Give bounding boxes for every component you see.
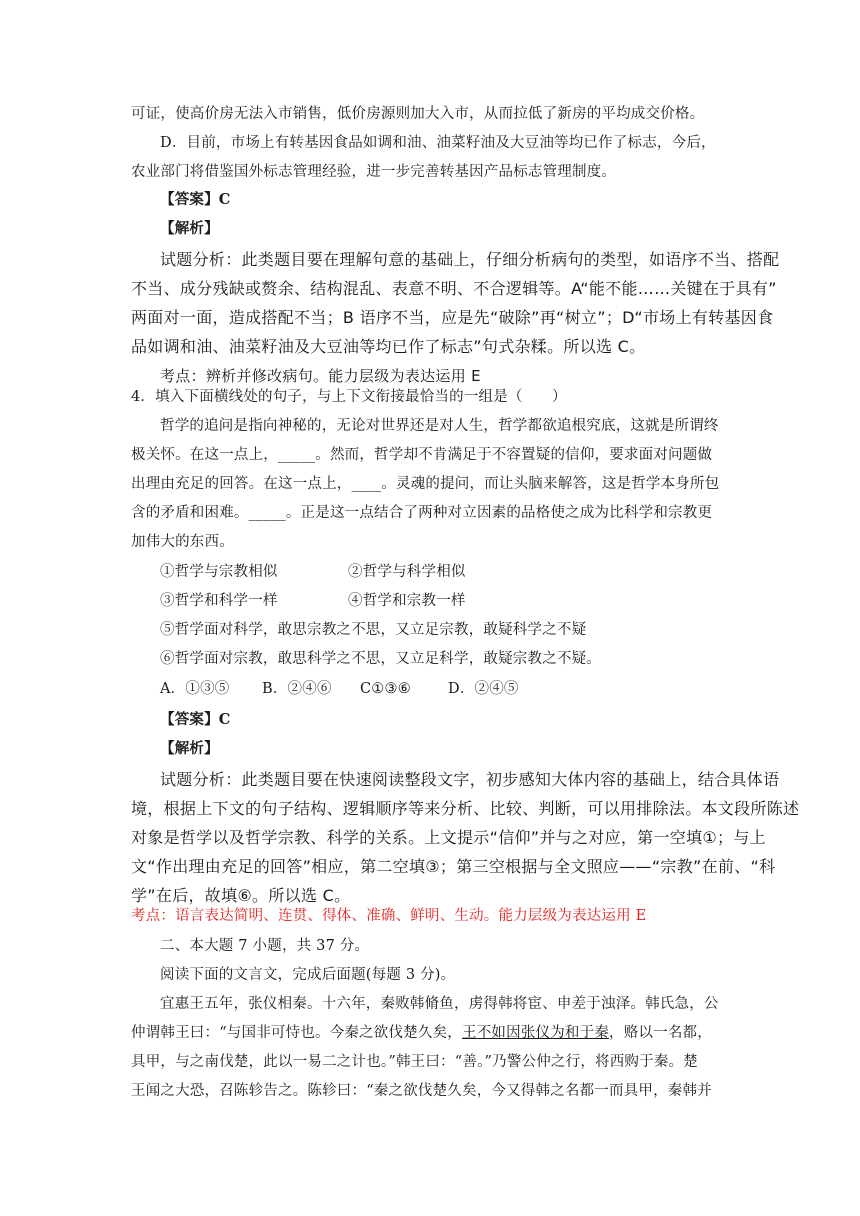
choice-a: A．①③⑤ [160, 681, 230, 697]
classical-text-line: 宜惠王五年，张仪相秦。十六年，秦败韩脩鱼，虏得韩将宦、申差于浊泽。韩氏急，公 [160, 996, 719, 1012]
passage-line: 极关怀。在这一点上，_____。然而，哲学却不肯满足于不容置疑的信仰，要求面对问题做 [131, 447, 713, 463]
analysis-label: 【解析】 [160, 740, 219, 757]
option-d-line: 农业部门将借鉴国外标志管理经验，进一步完善转基因产品标志管理制度。 [131, 164, 617, 180]
text-line: 可证，使高价房无法入市销售，低价房源则加大入市，从而拉低了新房的平均成交价格。 [131, 106, 705, 122]
analysis-label: 【解析】 [160, 220, 219, 237]
analysis-line: 文“作出理由充足的回答”相应，第二空填③；第三空根据与全文照应——“宗教”在前、“科 [131, 857, 776, 876]
classical-text-line: 王闻之大恐，召陈轸告之。陈轸曰：“秦之欲伐楚久矣，今又得韩之名都一而具甲，秦韩并 [131, 1083, 712, 1099]
choice-c: C①③⑥ [360, 681, 411, 697]
answer-label: 【答案】C [160, 191, 231, 208]
analysis-line: 对象是哲学以及哲学宗教、科学的关系。上文提示“信仰”并与之对应，第一空填①；与上 [131, 828, 766, 847]
analysis-line: 境，根据上下文的句子结构、逻辑顺序等来分析、比较、判断，可以用排除法。本文段所陈述 [131, 799, 800, 818]
choice-d: D．②④⑤ [448, 681, 519, 697]
analysis-line: 学”在后，故填⑥。所以选 C。 [131, 886, 351, 905]
option-item: ⑥哲学面对宗教，敢思科学之不思，又立足科学，敢疑宗教之不疑。 [160, 651, 601, 667]
text-segment: 仲谓韩王曰：“与国非可恃也。今秦之欲伐楚久矣， [131, 1025, 463, 1041]
option-item: ①哲学与宗教相似 [160, 564, 278, 580]
passage-line: 加伟大的东西。 [131, 534, 234, 550]
option-item: ④哲学和宗教一样 [348, 593, 466, 609]
classical-text-line: 具甲，与之南伐楚，此以一易二之计也。”韩王曰：“善。”乃警公仲之行，将西购于秦。楚 [131, 1054, 698, 1070]
underlined-sentence: 王不如因张仪为和于秦 [462, 1025, 610, 1041]
option-item: ②哲学与科学相似 [348, 564, 466, 580]
option-item: ③哲学和科学一样 [160, 593, 278, 609]
analysis-line: 试题分析：此类题目要在理解句意的基础上，仔细分析病句的类型，如语序不当、搭配 [160, 250, 780, 269]
answer-label: 【答案】C [160, 711, 231, 728]
passage-line: 含的矛盾和困难。_____。正是这一点结合了两种对立因素的品格使之成为比科学和宗教更 [131, 505, 713, 521]
option-d-line: D．目前，市场上有转基因食品如调和油、油菜籽油及大豆油等均已作了标志，今后， [160, 135, 716, 151]
passage-line: 出理由充足的回答。在这一点上，____。灵魂的提问，而让头脑来解答，这是哲学本身所包 [131, 476, 720, 492]
kaodian-line: 考点：辨析并修改病句。能力层级为表达运用 E [160, 367, 481, 385]
analysis-line: 不当、成分残缺或赘余、结构混乱、表意不明、不合逻辑等。A“能不能……关键在于具有” [131, 279, 777, 298]
classical-text-line [131, 1023, 712, 1043]
option-item: ⑤哲学面对科学，敢思宗教之不思，又立足宗教，敢疑科学之不疑 [160, 622, 587, 638]
question-stem: 4．填入下面横线处的句子，与上下文衔接最恰当的一组是（ ） [131, 389, 567, 405]
choice-b: B．②④⑥ [262, 681, 332, 697]
section-heading: 二、本大题 7 小题，共 37 分。 [160, 938, 370, 954]
analysis-line: 试题分析：此类题目要在快速阅读整段文字，初步感知大体内容的基础上，结合具体语 [160, 770, 780, 789]
section-instruction: 阅读下面的文言文，完成后面题(每题 3 分)。 [160, 967, 456, 983]
passage-line: 哲学的追问是指向神秘的，无论对世界还是对人生，哲学都欲追根究底，这就是所谓终 [160, 418, 719, 434]
analysis-line: 两面对一面，造成搭配不当；B 语序不当，应是先“破除”再“树立”；D“市场上有转基因食 [131, 308, 774, 327]
text-segment: ，赂以一名都， [609, 1025, 712, 1041]
kaodian-line: 考点：语言表达简明、连贯、得体、准确、鲜明、生动。能力层级为表达运用 E [131, 908, 647, 924]
analysis-line: 品如调和油、油菜籽油及大豆油等均已作了标志”句式杂糅。所以选 C。 [131, 337, 646, 356]
